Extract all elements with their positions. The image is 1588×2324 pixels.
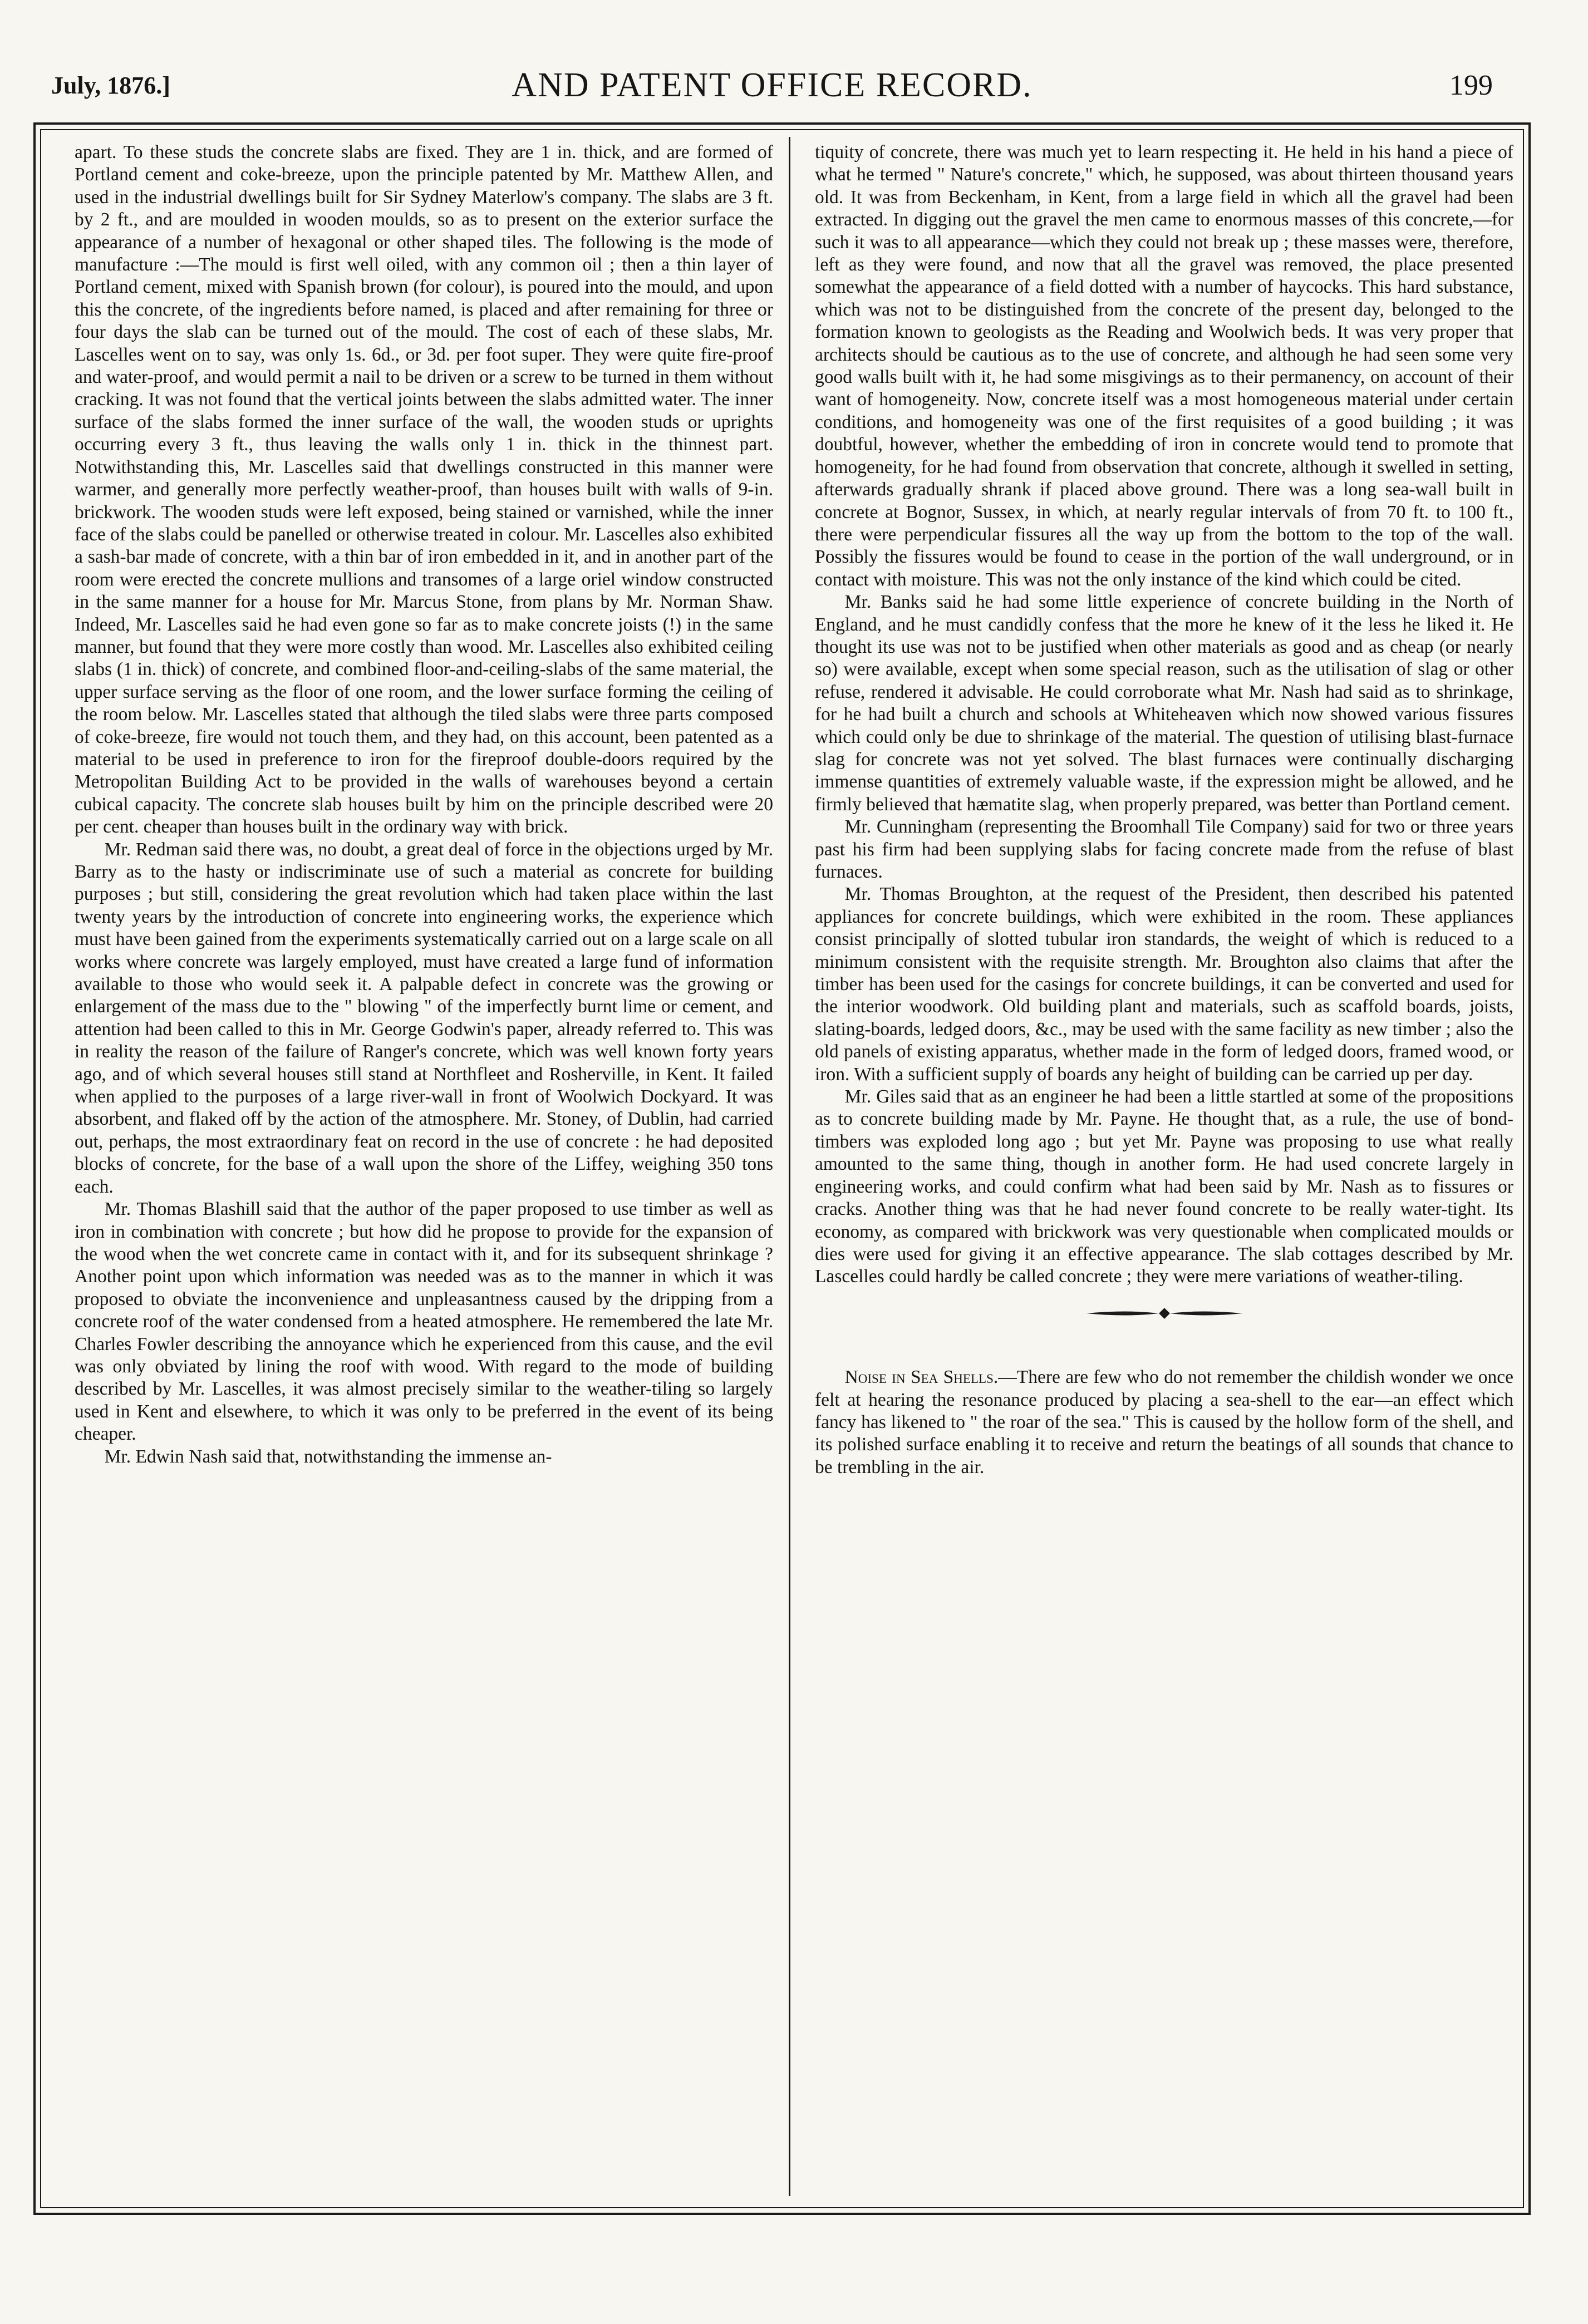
noise-article-body: —There are few who do not remember the childish wonder we once felt at hearing the resonance produced by placing a sea-shell to the ear—an effect which fancy has likened to " the roar of the sea." This is caused by the hollow form of the shell, and its polished surface enabling it to receive and return the beatings of all sounds that chance to be trembling in the air.	[815, 1367, 1513, 1478]
paragraph: Mr. Thomas Blashill said that the author of the paper proposed to use timber as well as iron in combination with concrete ; but how did he propose to provide for the expansion of the wood when the wet concrete came in contact with it, and for its subsequent shrinkage ? Another point upon which information was needed was as to the manner in which it was proposed to obviate the inconvenience and unpleasantness caused by the dripping from a concrete roof of the water condensed from a heated atmosphere. He remembered the late Mr. Charles Fowler describing the annoyance which he experienced from this cause, and the evil was only obviated by lining the roof with wood. With regard to the mode of building described by Mr. Lascelles, it was almost precisely similar to the weather-tiling so largely used in Kent and elsewhere, to which it was only to be preferred in the event of its being cheaper.	[75, 1199, 773, 1445]
paragraph: Mr. Thomas Broughton, at the request of the President, then described his patented appliances for concrete buildings, which were exhibited in the room. These appliances consist principally of slotted tubular iron standards, the weight of which is reduced to a minimum consistent with the requisite strength. Mr. Broughton also claims that after the timber has been used for the casings for concrete buildings, it can be converted and used for the interior woodwork. Old building plant and materials, such as scaffold boards, joists, slating-boards, ledged doors, &c., may be used with the same facility as new timber ; also the old panels of existing apparatus, whether made in the form of ledged doors, framed wood, or iron. With a sufficient supply of boards any height of building can be carried up per day.	[815, 884, 1513, 1085]
paragraph: Mr. Redman said there was, no doubt, a great deal of force in the objections urged by Mr. Barry as to the hasty or indiscriminate use of such a material as concrete for building purposes ; but still, considering the great revolution which had taken place within the last twenty years by the introduction of concrete into engineering works, the experience which must have been gained from the experiments systematically carried out on a large scale on all works where concrete was largely employed, must have created a large fund of information available to those who would seek it. A palpable defect in concrete was the growing or enlargement of the mass due to the " blowing " of the imperfectly burnt lime or cement, and attention had been called to this in Mr. George Godwin's paper, already referred to. This was in reality the reason of the failure of Ranger's concrete, which was well known forty years ago, and of which several houses still stand at Northfleet and Rosherville, in Kent. It failed when applied to the purposes of a large river-wall in front of Woolwich Dockyard. It was absorbent, and flaked off by the action of the atmosphere. Mr. Stoney, of Dublin, had carried out, perhaps, the most extraordinary feat on record in the use of concrete : he had deposited blocks of concrete, for the base of a wall upon the shore of the Liffey, weighing 350 tons each.	[75, 839, 773, 1197]
paragraph: Mr. Cunningham (representing the Broomhall Tile Company) said for two or three years past his firm had been supplying slabs for facing concrete made from the refuse of blast furnaces.	[815, 816, 1513, 882]
paragraph: Mr. Banks said he had some little experience of concrete building in the North of England, and he must candidly confess that the more he knew of it the less he liked it. He thought its use was not to be justified when other materials as good and as cheap (or nearly so) were available, except when some special reason, such as the utilisation of slag or other refuse, rendered it advisable. He could corroborate what Mr. Nash had said as to shrinkage, for he had built a church and schools at Whiteheaven which now showed various fissures which could only be due to shrinkage of the material. The question of utilising blast-furnace slag for concrete was not yet solved. The blast furnaces were continually discharging immense quantities of extremely valuable waste, if the expression might be allowed, and he firmly believed that hæmatite slag, when properly prepared, was better than Portland cement.	[815, 592, 1513, 815]
journal-title: AND PATENT OFFICE RECORD.	[512, 66, 1033, 104]
paragraph: tiquity of concrete, there was much yet to learn respecting it. He held in his hand a piece of what he termed " Nature's concrete," which, he supposed, was about thirteen thousand years old. It was from Beckenham, in Kent, from a large field in which all the gravel had been extracted. In digging out the gravel the men came to enormous masses of this concrete,—for such it was to all appearance—which they could not break up ; these masses were, therefore, left as they were found, and now that all the gravel was removed, the place presented somewhat the appearance of a field dotted with a number of haycocks. This hard substance, which was not to be distinguished from the concrete of the present day, belonged to the formation known to geologists as the Reading and Woolwich beds. It was very proper that architects should be cautious as to the use of concrete, and although he had seen some very good walls built with it, he had some misgivings as to their permanency, on account of their want of homogeneity. Now, concrete itself was a most homogeneous material under certain conditions, and homogeneity was one of the first requisites of a good building ; it was doubtful, however, whether the embedding of iron in concrete would tend to promote that homogeneity, for he had found from observation that concrete, although it swelled in setting, afterwards gradually shrank if placed above ground. There was a long sea-wall built in concrete at Bognor, Sussex, in which, at nearly regular intervals of from 70 ft. to 100 ft., there were perpendicular fissures all the way up from the bottom to the top of the wall. Possibly the fissures would be found to cease in the portion of the wall underground, or in contact with moisture. This was not the only instance of the kind which could be cited.	[815, 142, 1513, 590]
noise-article	[815, 1366, 1513, 1479]
paragraph: Mr. Edwin Nash said that, notwithstanding the immense an-	[104, 1446, 552, 1467]
column-divider	[789, 137, 790, 2196]
issue-date: July, 1876.]	[51, 72, 170, 99]
noise-article-heading: Noise in Sea Shells.	[844, 1367, 999, 1388]
left-column	[75, 141, 773, 1468]
page-frame	[33, 122, 1531, 2215]
right-column	[815, 141, 1513, 1479]
paragraph: Mr. Giles said that as an engineer he had been a little startled at some of the propositions as to concrete building made by Mr. Payne. He thought that, as a rule, the use of bond-timbers was exploded long ago ; but yet Mr. Payne was proposing to use what really amounted to the same thing, though in another form. He had used concrete largely in engineering works, and could confirm what had been said by Mr. Nash as to fissures or cracks. Another thing was that he had never found concrete to be really water-tight. Its economy, as compared with brickwork was very questionable when complicated moulds or dies were used for giving it an effective appearance. The slab cottages described by Mr. Lascelles could hardly be called concrete ; they were mere variations of weather-tiling.	[815, 1086, 1513, 1287]
page-number: 199	[1449, 70, 1493, 101]
paragraph: apart. To these studs the concrete slabs are fixed. They are 1 in. thick, and are formed of Portland cement and coke-breeze, upon the principle patented by Mr. Matthew Allen, and used in the industrial dwellings built for Sir Sydney Materlow's company. The slabs are 3 ft. by 2 ft., and are moulded in wooden moulds, so as to present on the exterior surface the appearance of a number of hexagonal or other shaped tiles. The following is the mode of manufacture :—The mould is first well oiled, with any common oil ; then a thin layer of Portland cement, mixed with Spanish brown (for colour), is poured into the mould, and upon this the concrete, of the ingredients before named, is placed and after remaining for three or four days the slab can be turned out of the mould. The cost of each of these slabs, Mr. Lascelles went on to say, was only 1s. 6d., or 3d. per foot super. They were quite fire-proof and water-proof, and would permit a nail to be driven or a screw to be turned in them without cracking. It was not found that the vertical joints between the slabs admitted water. The inner surface of the slabs formed the inner surface of the wall, the wooden studs or uprights occurring every 3 ft., thus leaving the walls only 1 in. thick in the thinnest part. Notwithstanding this, Mr. Lascelles said that dwellings constructed in this manner were warmer, and generally more perfectly weather-proof, than houses built with walls of 9-in. brickwork. The wooden studs were left exposed, being stained or varnished, while the inner face of the slabs could be panelled or otherwise treated in colour. Mr. Lascelles also exhibited a sash-bar made of concrete, with a thin bar of iron embedded in it, and in another part of the room were erected the concrete mullions and transomes of a large oriel window constructed in the same manner for a house for Mr. Marcus Stone, from plans by Mr. Norman Shaw. Indeed, Mr. Lascelles said he had even gone so far as to make concrete joists (!) in the same manner, but found that they were more costly than wood. Mr. Lascelles also exhibited ceiling slabs (1 in. thick) of concrete, and combined floor-and-ceiling-slabs of the same material, the upper surface serving as the floor of one room, and the lower surface forming the ceiling of the room below. Mr. Lascelles stated that although the tiled slabs were three parts composed of coke-breeze, fire would not touch them, and they had, on this account, been patented as a material to be used in preference to iron for the fireproof double-doors required by the Metropolitan Building Act to be provided in the walls of warehouses beyond a certain cubical capacity. The concrete slab houses built by him on the principle described were 20 per cent. cheaper than houses built in the ordinary way with brick.	[75, 142, 773, 838]
running-head	[51, 61, 1493, 106]
ornament-rule-icon	[1081, 1305, 1248, 1322]
section-ornament	[815, 1305, 1513, 1327]
